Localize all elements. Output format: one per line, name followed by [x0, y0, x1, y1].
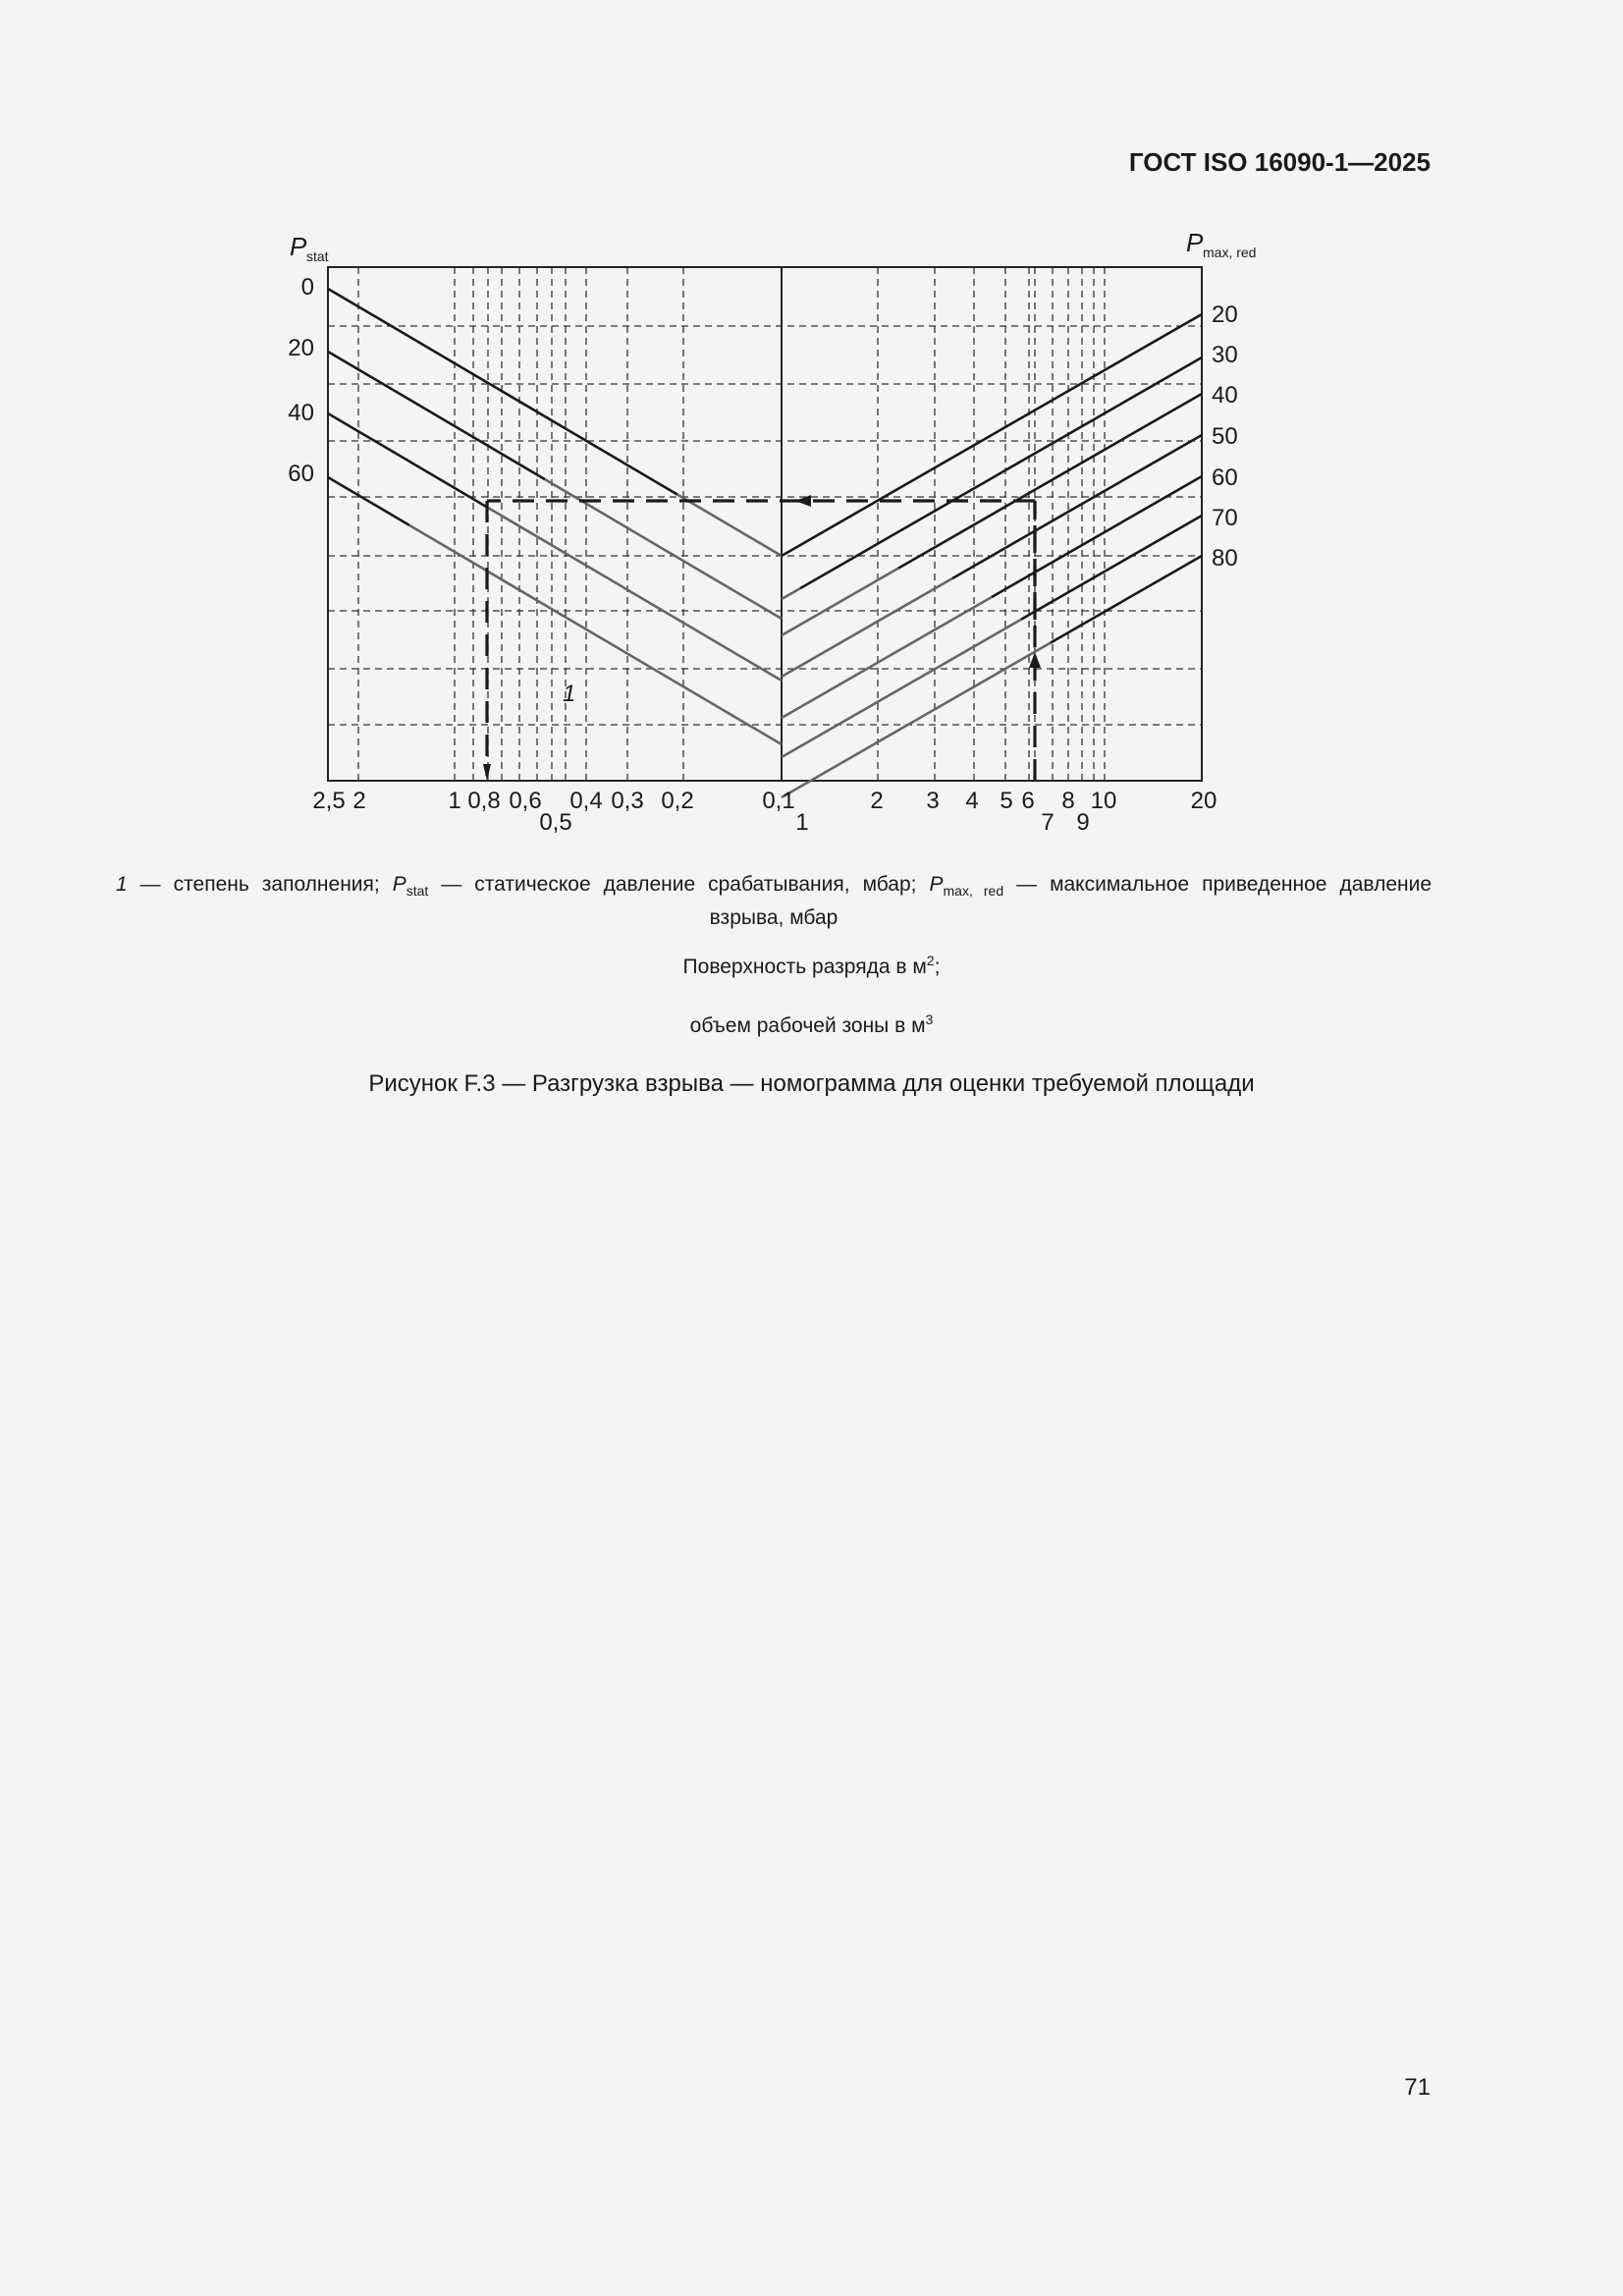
right-axis-tick: 40	[1212, 382, 1238, 409]
figure-caption: Рисунок F.3 — Разгрузка взрыва — номограмма для оценки требуемой площади	[368, 1070, 1255, 1097]
series-line-pstat-grey	[409, 525, 782, 744]
bottom-right-tick-lower: 1	[795, 809, 809, 836]
bottom-right-tick-lower: 7	[1041, 809, 1055, 836]
bottom-left-tick: 2,5	[312, 788, 346, 814]
bottom-right-tick: 20	[1190, 788, 1217, 814]
series-line-pmax-grey	[782, 620, 1021, 757]
legend-line-2: взрыва, мбар	[709, 906, 839, 930]
legend-text-2: — статическое давление срабатывания, мбар;	[428, 873, 930, 896]
figure-legend	[116, 871, 1432, 932]
bottom-right-tick: 5	[1000, 788, 1013, 814]
series-line-pmax-dark	[782, 314, 1202, 556]
series-line-pstat-dark	[328, 413, 488, 508]
right-axis-tick: 60	[1212, 465, 1238, 491]
page-number: 71	[1404, 2074, 1431, 2101]
nomogram-lines	[328, 289, 1202, 797]
bottom-left-tick-lower: 0,5	[539, 809, 572, 836]
bottom-right-tick: 10	[1090, 788, 1117, 814]
bottom-left-tick: 0,6	[509, 788, 542, 814]
left-axis-title: P	[290, 232, 307, 261]
series-line-pstat-dark	[328, 352, 545, 479]
legend-item-number: 1	[116, 873, 128, 896]
example-path	[483, 495, 1041, 781]
axis-note-volume-text: объем рабочей зоны в м	[689, 1014, 926, 1037]
right-axis-tick: 50	[1212, 423, 1238, 450]
series-line-pmax-dark	[800, 357, 1202, 588]
legend-pmax-sub: max, red	[943, 883, 1004, 900]
right-axis-tick: 30	[1212, 342, 1238, 368]
bottom-left-tick: 0,4	[569, 788, 603, 814]
bottom-left-tick: 0,8	[467, 788, 501, 814]
legend-line-1	[116, 871, 1432, 904]
legend-pstat-symbol: P	[392, 873, 406, 896]
arrow-down-marker	[483, 764, 491, 781]
annotation-label: 1	[563, 681, 576, 707]
series-line-pstat-dark	[328, 289, 677, 495]
bottom-left-tick: 1	[448, 788, 461, 814]
tick-labels	[288, 274, 1237, 836]
bottom-left-tick: 0,1	[762, 788, 795, 814]
series-line-pmax-dark	[952, 435, 1202, 578]
bottom-right-tick: 8	[1061, 788, 1075, 814]
legend-text-3: — максимальное приведенное давление	[1003, 873, 1433, 896]
bottom-left-tick: 0,2	[661, 788, 694, 814]
legend-pstat-sub: stat	[406, 883, 429, 900]
bottom-right-tick: 6	[1021, 788, 1035, 814]
series-line-pmax-grey	[782, 569, 898, 635]
axis-note-volume	[0, 1011, 1623, 1038]
left-axis-title-sub: stat	[306, 248, 329, 264]
bottom-right-tick-lower: 9	[1076, 809, 1090, 836]
legend-text-1: — степень заполнения;	[127, 873, 393, 896]
left-axis-tick: 60	[288, 461, 314, 487]
right-axis-tick: 20	[1212, 301, 1238, 328]
series-line-pstat-grey	[677, 495, 782, 556]
series-line-pmax-dark	[1021, 516, 1202, 620]
nomogram-figure	[0, 0, 1623, 864]
axis-note-area-text: Поверхность разряда в м	[682, 956, 927, 978]
axis-note-area-tail: ;	[934, 956, 941, 978]
right-axis-title-sub: max, red	[1203, 245, 1257, 260]
left-axis-tick: 20	[288, 335, 314, 361]
legend-pmax-symbol: P	[929, 873, 944, 896]
bottom-right-tick: 4	[965, 788, 979, 814]
axis-note-area-sup: 2	[926, 953, 935, 968]
bottom-right-tick: 3	[926, 788, 940, 814]
axis-note-volume-sup: 3	[925, 1011, 934, 1027]
left-axis-tick: 0	[300, 274, 314, 301]
series-line-pmax-grey	[782, 588, 800, 599]
series-line-pmax-grey	[782, 643, 1051, 797]
series-line-pstat-dark	[328, 477, 409, 525]
bottom-left-tick: 0,3	[611, 788, 644, 814]
nomogram-frame	[328, 267, 1202, 781]
axis-note-area	[0, 953, 1623, 979]
bottom-right-tick: 2	[870, 788, 884, 814]
right-axis-title: P	[1186, 228, 1204, 257]
axis-labels	[290, 228, 1256, 707]
document-header: ГОСТ ISO 16090-1—2025	[1128, 147, 1431, 177]
left-axis-tick: 40	[288, 400, 314, 426]
series-line-pmax-grey	[782, 578, 952, 677]
bottom-left-tick: 2	[352, 788, 366, 814]
right-axis-tick: 70	[1212, 505, 1238, 531]
right-axis-tick: 80	[1212, 545, 1238, 572]
nomogram-grid	[328, 267, 1202, 781]
series-line-pmax-dark	[1051, 556, 1202, 643]
